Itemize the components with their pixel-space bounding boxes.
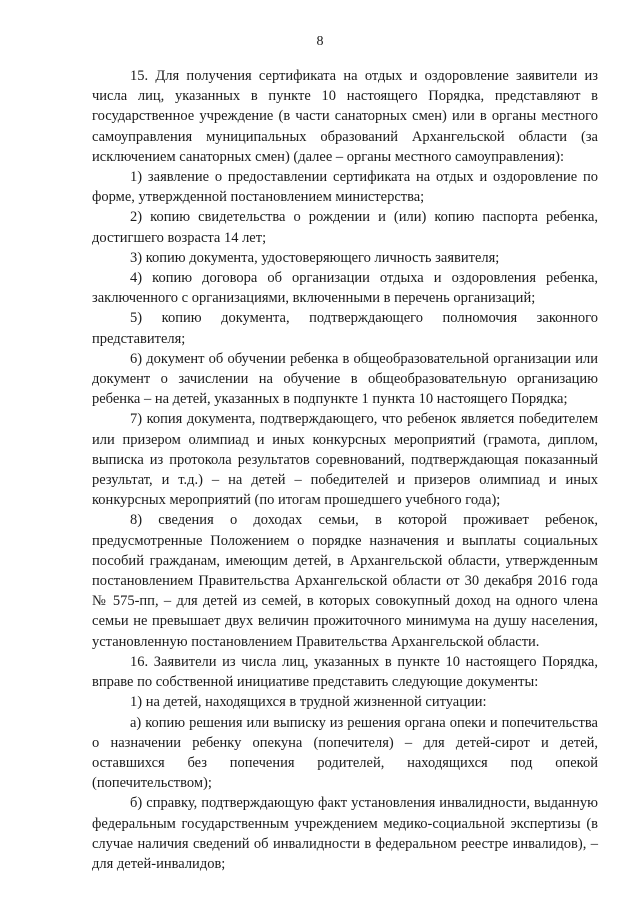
- paragraph-15: 15. Для получения сертификата на отдых и оздоровление заявители из числа лиц, указанных в пункте 10 настоящего Порядка, представляют в государственное учреждение (в части санаторных смен) или в органы местного самоуправления муниципальных образований Архангельской области (за исключением санаторных смен) (далее – органы местного самоуправления):: [92, 68, 598, 165]
- paragraph-16-item-1a: а) копию решения или выписку из решения органа опеки и попечительства о назначении ребенку опекуна (попечителя) – для детей-сирот и детей, оставшихся без попечения родителей, находящихся под опекой (попечительством);: [92, 714, 598, 792]
- paragraph-15-item-2: 2) копию свидетельства о рождении и (или) копию паспорта ребенка, достигшего возраста 14 лет;: [92, 209, 598, 246]
- paragraph-16-item-1b: б) справку, подтверждающую факт установления инвалидности, выданную федеральным государственным учреждением медико-социальной экспертизы (в случае наличия сведений об инвалидности в федеральном реестре инвалидов), – для детей-инвалидов;: [92, 795, 598, 872]
- paragraph-15-item-3: 3) копию документа, удостоверяющего личность заявителя;: [130, 249, 500, 266]
- paragraph-16: 16. Заявители из числа лиц, указанных в пункте 10 настоящего Порядка, вправе по собственной инициативе представить следующие документы:: [92, 653, 598, 691]
- paragraph-15-item-1: 1) заявление о предоставлении сертификата на отдых и оздоровление по форме, утвержденной постановлением министерства;: [92, 169, 598, 206]
- paragraph-15-item-5: 5) копию документа, подтверждающего полномочия законного представителя;: [92, 310, 598, 347]
- page-number: 8: [316, 34, 324, 49]
- paragraph-15-item-8: 8) сведения о доходах семьи, в которой проживает ребенок, предусмотренные Положением о порядке назначения и выплаты социальных пособий гражданам, имеющим детей, в Архангельской области, утвержденным постановлением Правительства Архангельской области от 30 декабря 2016 года № 575-пп, – для детей из семей, в которых совокупный доход на одного члена семьи не превышает двух величин прожиточного минимума на душу населения, установленную постановлением Правительства Архангельской области.: [92, 512, 598, 650]
- paragraph-15-item-4: 4) копию договора об организации отдыха и оздоровления ребенка, заключенного с организациями, включенными в перечень организаций;: [92, 270, 598, 307]
- document-body: [92, 66, 598, 874]
- paragraph-16-item-1: 1) на детей, находящихся в трудной жизненной ситуации:: [130, 694, 487, 711]
- paragraph-15-item-7: 7) копия документа, подтверждающего, что ребенок является победителем или призером олимпиад и иных конкурсных мероприятий (грамота, диплом, выписка из протокола результатов соревнований, подтверждающая показанный результат, и т.д.) – на детей – победителей и призеров олимпиад и иных конкурсных мероприятий (по итогам прошедшего учебного года);: [92, 411, 598, 509]
- paragraph-15-item-6: 6) документ об обучении ребенка в общеобразовательной организации или документ о зачислении на обучение в общеобразовательную организацию ребенка – на детей, указанных в подпункте 1 пункта 10 настоящего Порядка;: [92, 350, 598, 408]
